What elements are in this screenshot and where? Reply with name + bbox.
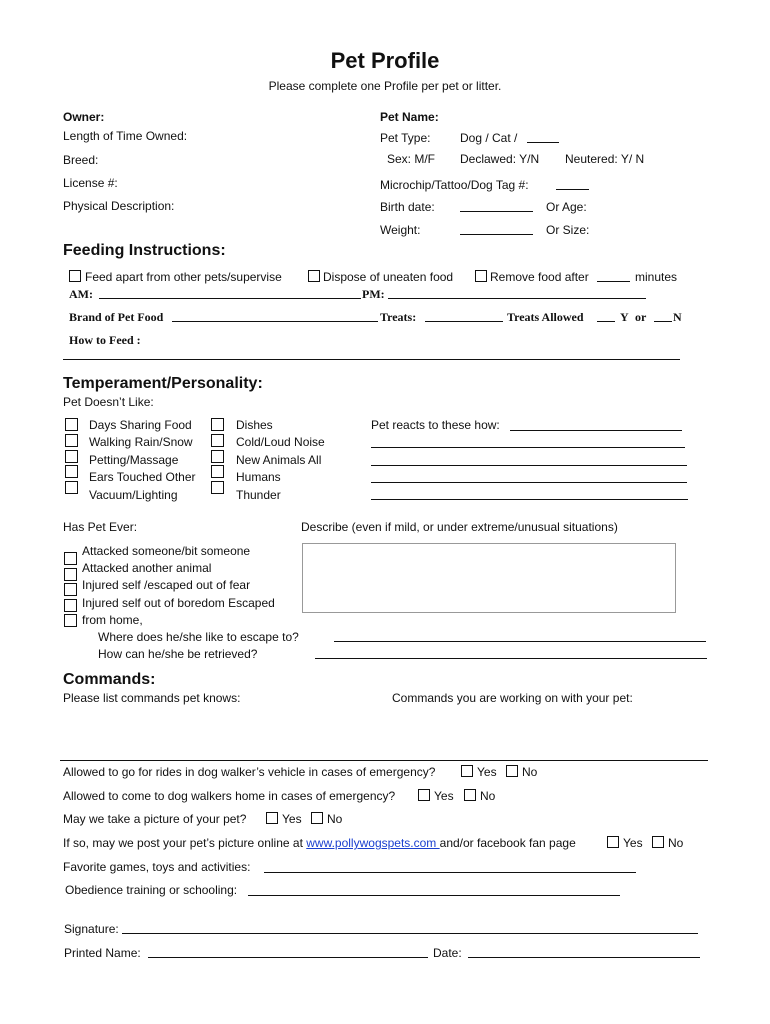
home-yes-label: Yes [434, 789, 454, 803]
dislike-checkbox[interactable] [211, 465, 224, 478]
rides-question: Allowed to go for rides in dog walker’s vehicle in cases of emergency? [63, 765, 436, 779]
rides-no-checkbox[interactable] [506, 765, 518, 777]
has-ever-checkbox[interactable] [64, 599, 77, 612]
dislike-checkbox[interactable] [211, 481, 224, 494]
has-ever-checkbox[interactable] [64, 552, 77, 565]
has-ever-item: from home, [82, 613, 143, 627]
dislike-item: New Animals All [236, 453, 322, 467]
temperament-heading: Temperament/Personality: [63, 375, 263, 392]
treats-yes-line[interactable] [597, 321, 615, 322]
picture-yes-label: Yes [282, 812, 302, 826]
pet-type-label: Pet Type: [380, 131, 431, 145]
printed-name-label: Printed Name: [64, 946, 141, 960]
weight-label: Weight: [380, 223, 421, 237]
describe-label: Describe (even if mild, or under extreme/unusual situations) [301, 520, 618, 534]
doesnt-like-label: Pet Doesn’t Like: [63, 395, 154, 409]
size-label: Or Size: [546, 223, 590, 237]
how-to-feed-line[interactable] [63, 359, 680, 360]
commands-working-label: Commands you are working on with your pet: [392, 691, 633, 705]
dislike-item: Dishes [236, 418, 273, 432]
dislike-item: Vacuum/Lighting [89, 488, 178, 502]
post-yes-checkbox[interactable] [607, 836, 619, 848]
has-ever-checkbox[interactable] [64, 614, 77, 627]
picture-yes-checkbox[interactable] [266, 812, 278, 824]
picture-question: May we take a picture of your pet? [63, 812, 247, 826]
favorite-label: Favorite games, toys and activities: [63, 860, 251, 874]
favorite-line[interactable] [264, 872, 636, 873]
dislike-item: Humans [236, 470, 281, 484]
treats-yes-label: Y [620, 310, 629, 324]
dislike-checkbox[interactable] [65, 481, 78, 494]
brand-line[interactable] [172, 321, 378, 322]
pet-type-other-line[interactable] [527, 142, 559, 143]
pm-label: PM: [362, 287, 385, 301]
dislike-item: Ears Touched Other [89, 470, 196, 484]
feeding-heading: Feeding Instructions: [63, 242, 226, 259]
am-label: AM: [69, 287, 93, 301]
home-no-label: No [480, 789, 496, 803]
escape-where-label: Where does he/she like to escape to? [98, 630, 299, 644]
date-label: Date: [433, 946, 462, 960]
treats-no-line[interactable] [654, 321, 672, 322]
pm-line[interactable] [388, 298, 646, 299]
reacts-line[interactable] [510, 430, 682, 431]
reacts-label: Pet reacts to these how: [371, 418, 500, 432]
page-subtitle: Please complete one Profile per pet or litter. [268, 79, 502, 93]
dislike-checkbox[interactable] [65, 418, 78, 431]
home-question: Allowed to come to dog walkers home in cases of emergency? [63, 789, 396, 803]
owner-label: Owner: [63, 110, 105, 124]
dislike-checkbox[interactable] [65, 434, 78, 447]
post-no-label: No [668, 836, 684, 850]
commands-divider [60, 760, 708, 761]
obedience-line[interactable] [248, 895, 620, 896]
remove-food-minutes-line[interactable] [597, 281, 630, 282]
commands-heading: Commands: [63, 671, 156, 688]
remove-food-checkbox[interactable] [475, 270, 487, 282]
rides-yes-checkbox[interactable] [461, 765, 473, 777]
date-line[interactable] [468, 957, 700, 958]
escape-where-line[interactable] [334, 641, 706, 642]
signature-line[interactable] [122, 933, 698, 934]
dislike-checkbox[interactable] [65, 465, 78, 478]
dislike-item: Walking Rain/Snow [89, 435, 193, 449]
dislike-item: Days Sharing Food [89, 418, 192, 432]
reacts-line[interactable] [371, 465, 687, 466]
printed-name-line[interactable] [148, 957, 428, 958]
dislike-item: Cold/Loud Noise [236, 435, 325, 449]
obedience-label: Obedience training or schooling: [65, 883, 238, 897]
birth-date-label: Birth date: [380, 200, 435, 214]
page-title: Pet Profile [330, 48, 440, 73]
retrieved-line[interactable] [315, 658, 707, 659]
dislike-checkbox[interactable] [211, 418, 224, 431]
dislike-checkbox[interactable] [211, 450, 224, 463]
describe-box[interactable] [302, 543, 676, 613]
commands-knows-label: Please list commands pet knows: [63, 691, 241, 705]
rides-yes-label: Yes [477, 765, 497, 779]
reacts-line[interactable] [371, 447, 685, 448]
home-no-checkbox[interactable] [464, 789, 476, 801]
pet-type-options: Dog / Cat / [460, 131, 518, 145]
sex-label: Sex: M/F [387, 152, 436, 166]
post-question [63, 836, 576, 850]
breed-label: Breed: [63, 153, 99, 167]
retrieved-label: How can he/she be retrieved? [98, 647, 258, 661]
treats-no-label: N [673, 310, 682, 324]
has-ever-label: Has Pet Ever: [63, 520, 138, 534]
dislike-item: Thunder [236, 488, 281, 502]
microchip-label: Microchip/Tattoo/Dog Tag #: [380, 178, 529, 192]
has-ever-item: Attacked another animal [82, 561, 212, 575]
picture-no-label: No [327, 812, 343, 826]
pet-name-label: Pet Name: [380, 110, 439, 124]
license-label: License #: [63, 176, 118, 190]
post-question-prefix: If so, may we post your pet’s picture online at [63, 836, 303, 850]
how-to-feed-label: How to Feed : [69, 333, 141, 347]
has-ever-item: Injured self out of boredom Escaped [82, 596, 275, 610]
remove-food-label: Remove food after [490, 270, 589, 284]
reacts-line[interactable] [371, 482, 687, 483]
has-ever-item: Injured self /escaped out of fear [82, 578, 251, 592]
dislike-item: Petting/Massage [89, 453, 179, 467]
treats-or-label: or [635, 310, 647, 324]
physical-description-label: Physical Description: [63, 199, 175, 213]
dislike-checkbox[interactable] [211, 434, 224, 447]
birth-date-line[interactable] [460, 211, 533, 212]
website-link[interactable]: www.pollywogspets.com [306, 836, 440, 850]
weight-line[interactable] [460, 234, 533, 235]
has-ever-checkbox[interactable] [64, 583, 77, 596]
has-ever-item: Attacked someone/bit someone [82, 544, 251, 558]
dispose-food-label: Dispose of uneaten food [323, 270, 454, 284]
neutered-label: Neutered: Y/ N [565, 152, 645, 166]
treats-label: Treats: [380, 310, 417, 324]
declawed-label: Declawed: Y/N [460, 152, 540, 166]
feed-apart-checkbox[interactable] [69, 270, 81, 282]
length-owned-label: Length of Time Owned: [63, 129, 188, 143]
am-line[interactable] [99, 298, 361, 299]
post-yes-label: Yes [623, 836, 643, 850]
microchip-line[interactable] [556, 189, 589, 190]
post-question-suffix: and/or facebook fan page [439, 836, 576, 850]
home-yes-checkbox[interactable] [418, 789, 430, 801]
picture-no-checkbox[interactable] [311, 812, 323, 824]
has-ever-checkbox[interactable] [64, 568, 77, 581]
dispose-food-checkbox[interactable] [308, 270, 320, 282]
treats-line[interactable] [425, 321, 503, 322]
age-label: Or Age: [546, 200, 587, 214]
brand-label: Brand of Pet Food [69, 310, 164, 324]
dislike-checkbox[interactable] [65, 450, 78, 463]
minutes-label: minutes [635, 270, 678, 284]
treats-allowed-label: Treats Allowed [507, 310, 584, 324]
post-no-checkbox[interactable] [652, 836, 664, 848]
rides-no-label: No [522, 765, 538, 779]
feed-apart-label: Feed apart from other pets/supervise [85, 270, 282, 284]
reacts-line[interactable] [371, 499, 688, 500]
signature-label: Signature: [64, 922, 119, 936]
